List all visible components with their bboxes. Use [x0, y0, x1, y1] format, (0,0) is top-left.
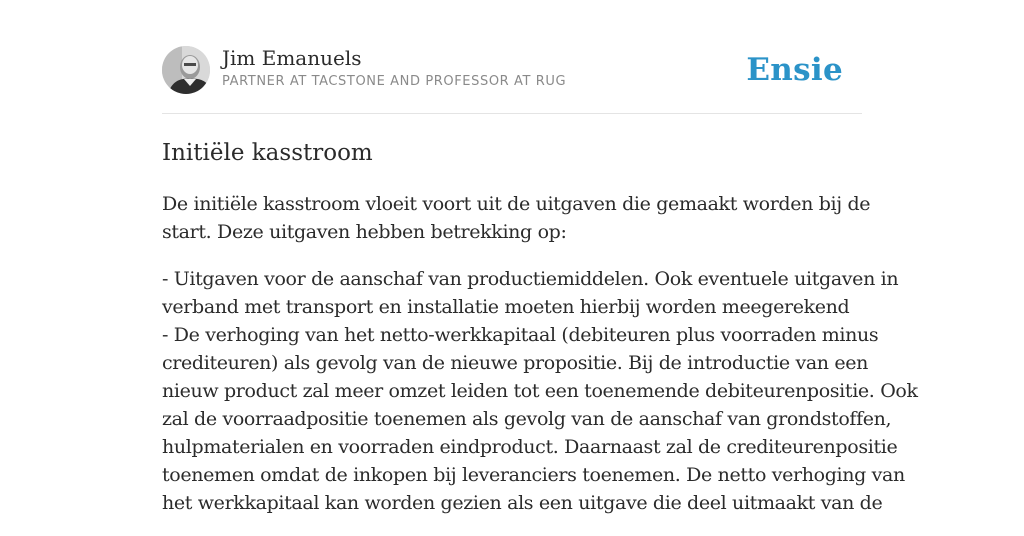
text-line: toenemen omdat de inkopen bij leveranciers toenemen. De netto verhoging van — [162, 464, 905, 486]
text-line: De initiële kasstroom vloeit voort uit de uitgaven die gemaakt worden bij de — [162, 193, 871, 215]
text-line: zal de voorraadpositie toenemen als gevolg van de aanschaf van grondstoffen, — [162, 408, 892, 430]
text-line: nieuw product zal meer omzet leiden tot een toenemende debiteurenpositie. Ook — [162, 380, 918, 402]
text-line: - De verhoging van het netto-werkkapitaal (debiteuren plus voorraden minus — [162, 324, 879, 346]
text-line: - Uitgaven voor de aanschaf van productiemiddelen. Ook eventuele uitgaven in — [162, 268, 899, 290]
definition-card — [162, 0, 918, 514]
card-header — [162, 0, 862, 114]
article-body — [162, 190, 918, 536]
author-role: PARTNER AT TACSTONE AND PROFESSOR AT RUG — [222, 74, 567, 89]
text-line: het werkkapitaal kan worden gezien als een uitgave die deel uitmaakt van de — [162, 492, 883, 514]
article-title: Initiële kasstroom — [162, 140, 373, 166]
text-line: hulpmaterialen en voorraden eindproduct. Daarnaast zal de crediteurenpositie — [162, 436, 898, 458]
author-name[interactable]: Jim Emanuels — [222, 46, 362, 70]
person-avatar-icon — [162, 46, 210, 94]
paragraph-intro — [162, 190, 871, 246]
text-line: verband met transport en installatie moeten hierbij worden meegerekend — [162, 296, 850, 318]
author-avatar[interactable] — [162, 46, 210, 94]
paragraph-details — [162, 265, 918, 517]
ensie-logo[interactable]: Ensie — [746, 52, 843, 88]
text-line: start. Deze uitgaven hebben betrekking op: — [162, 221, 567, 243]
text-line: crediteuren) als gevolg van de nieuwe propositie. Bij de introductie van een — [162, 352, 869, 374]
